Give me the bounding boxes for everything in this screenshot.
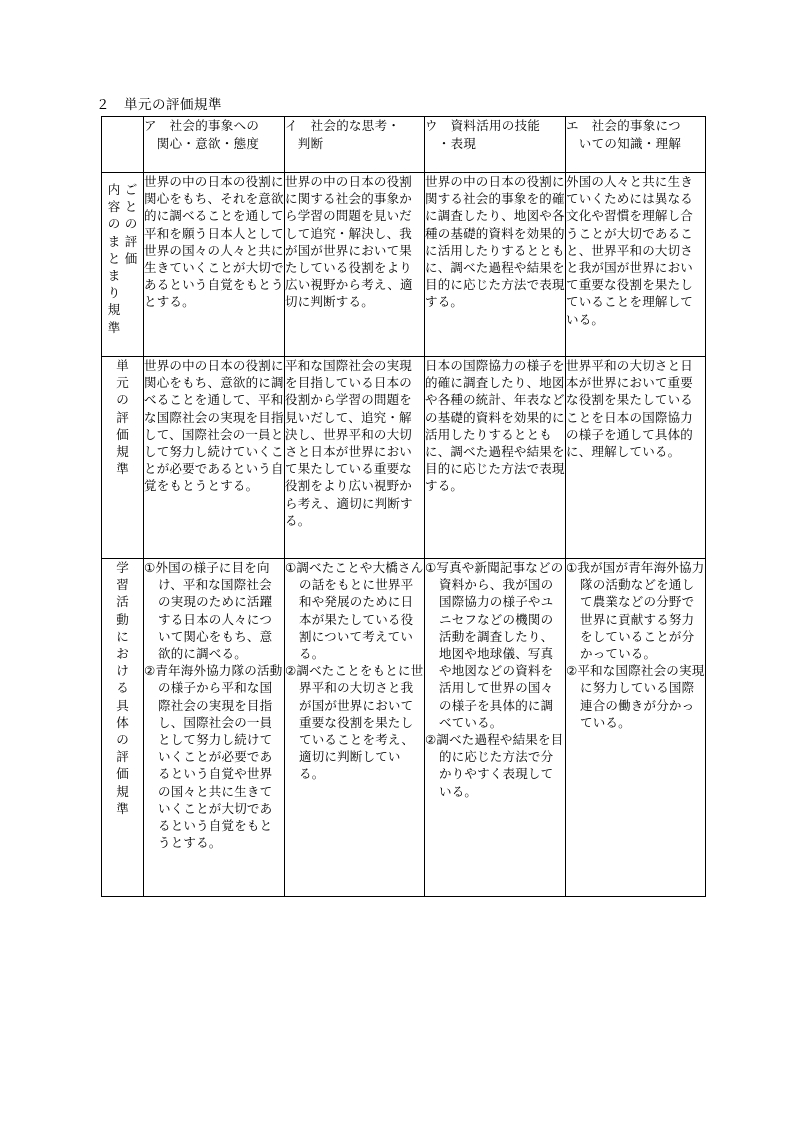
section-title: ２ 単元の評価規準 — [96, 97, 222, 113]
criteria-cell: 世界平和の大切さと日本が世界において重要な役割を果たしていることを日本の国際協力の様子を通して具体的に、理解している。 — [566, 357, 706, 559]
table-row-activity-criteria — [102, 559, 706, 897]
criteria-cell: 世界の中の日本の役割に関する社会的事象を的確に調査したり、地図や各種の基礎的資料を効果的に活用したりするとともに、調べた過程や結果を目的に応じた方法で表現する。 — [425, 173, 566, 357]
row-label-text: 単 元 の 評 価 規 準 — [116, 358, 129, 477]
table-row-content-criteria — [102, 173, 706, 357]
row-label-sub: ご と の 評 価 — [124, 182, 138, 266]
criteria-item: ①写真や新聞記事などの資料から、我が国の国際協力の様子やユニセフなどの機関の活動を調査したり、地図や地球儀、写真や地図などの資料を活用して世界の国々の様子を具体的に調べている。 — [425, 560, 564, 730]
criteria-item: ②調べた過程や結果を目的に応じた方法で分かりやすく表現している。 — [425, 732, 564, 799]
row-label-main: 内 容 の ま と ま り 規 準 — [107, 182, 121, 335]
criteria-cell: 平和な国際社会の実現を目指している日本の役割から学習の問題を見いだして、追究・解決し、世界平和の大切さと日本が世界において果たしている重要な役割をより広い視野から考え、適切に判断する。 — [285, 357, 425, 559]
criteria-cell: 世界の中の日本の役割に関心をもち、意欲的に調べることを通して、平和な国際社会の実現を目指して、国際社会の一員として努力し続けていくことが必要であるという自覚をもとうとする。 — [144, 357, 285, 559]
column-header-a: ア 社会的事象への 関心・意欲・態度 — [144, 117, 285, 173]
criteria-cell: 世界の中の日本の役割に関心をもち、それを意欲的に調べることを通して平和を願う日本人として世界の国々の人々と共に生きていくことが大切であるという自覚をもとうとする。 — [144, 173, 285, 357]
criteria-item: ①我が国が青年海外協力隊の活動などを通して農業などの分野で世界に貢献する努力をしていることが分かっている。 — [566, 560, 705, 662]
table-row-unit-criteria — [102, 357, 706, 559]
criteria-cell — [285, 559, 425, 897]
row-label-unit-criteria — [102, 357, 144, 559]
criteria-item: ②青年海外協力隊の活動の様子から平和な国際社会の実現を目指し、国際社会の一員として努力し続けていくことが必要であるという自覚や世界の国々と共に生きていくことが大切であるという自覚をもとうとする。 — [144, 663, 283, 851]
criteria-item: ②平和な国際社会の実現に努力している国際連合の働きが分かっている。 — [566, 663, 705, 730]
criteria-cell: 世界の中の日本の役割に関する社会的事象から学習の問題を見いだして追究・解決し、我が国が世界において果たしている役割をより広い視野から考え、適切に判断する。 — [285, 173, 425, 357]
corner-cell — [102, 117, 144, 173]
criteria-item: ①外国の様子に目を向け、平和な国際社会の実現のために活躍する日本の人々について関心をもち、意欲的に調べる。 — [144, 560, 273, 662]
criteria-item: ①調べたことや大橋さんの話をもとに世界平和や発展のために日本が果たしている役割について考えている。 — [285, 560, 424, 662]
criteria-cell — [425, 559, 566, 897]
criteria-cell — [566, 559, 706, 897]
column-header-u: ウ 資料活用の技能 ・表現 — [425, 117, 566, 173]
criteria-cell: 日本の国際協力の様子を的確に調査したり、地図や各種の統計、年表などの基礎的資料を効果的に活用したりするとともに、調べた過程や結果を目的に応じた方法で表現する。 — [425, 357, 566, 559]
row-label-content-criteria — [102, 173, 144, 357]
criteria-item: ②調べたことをもとに世界平和の大切さと我が国が世界において重要な役割を果たしていることを考え、適切に判断している。 — [285, 663, 424, 782]
criteria-cell: 外国の人々と共に生きていくためには異なる文化や習慣を理解し合うことが大切であること、世界平和の大切さと我が国が世界において重要な役割を果たしていることを理解している。 — [566, 173, 706, 357]
row-label-activity-criteria — [102, 559, 144, 897]
row-label-text: 学 習 活 動 に お け る 具 体 の 評 価 規 準 — [116, 560, 129, 816]
criteria-cell — [144, 559, 285, 897]
header-row — [102, 117, 706, 173]
column-header-e: エ 社会的事象につ いての知識・理解 — [566, 117, 706, 173]
evaluation-criteria-table — [101, 116, 706, 897]
column-header-i: イ 社会的な思考・ 判断 — [285, 117, 425, 173]
